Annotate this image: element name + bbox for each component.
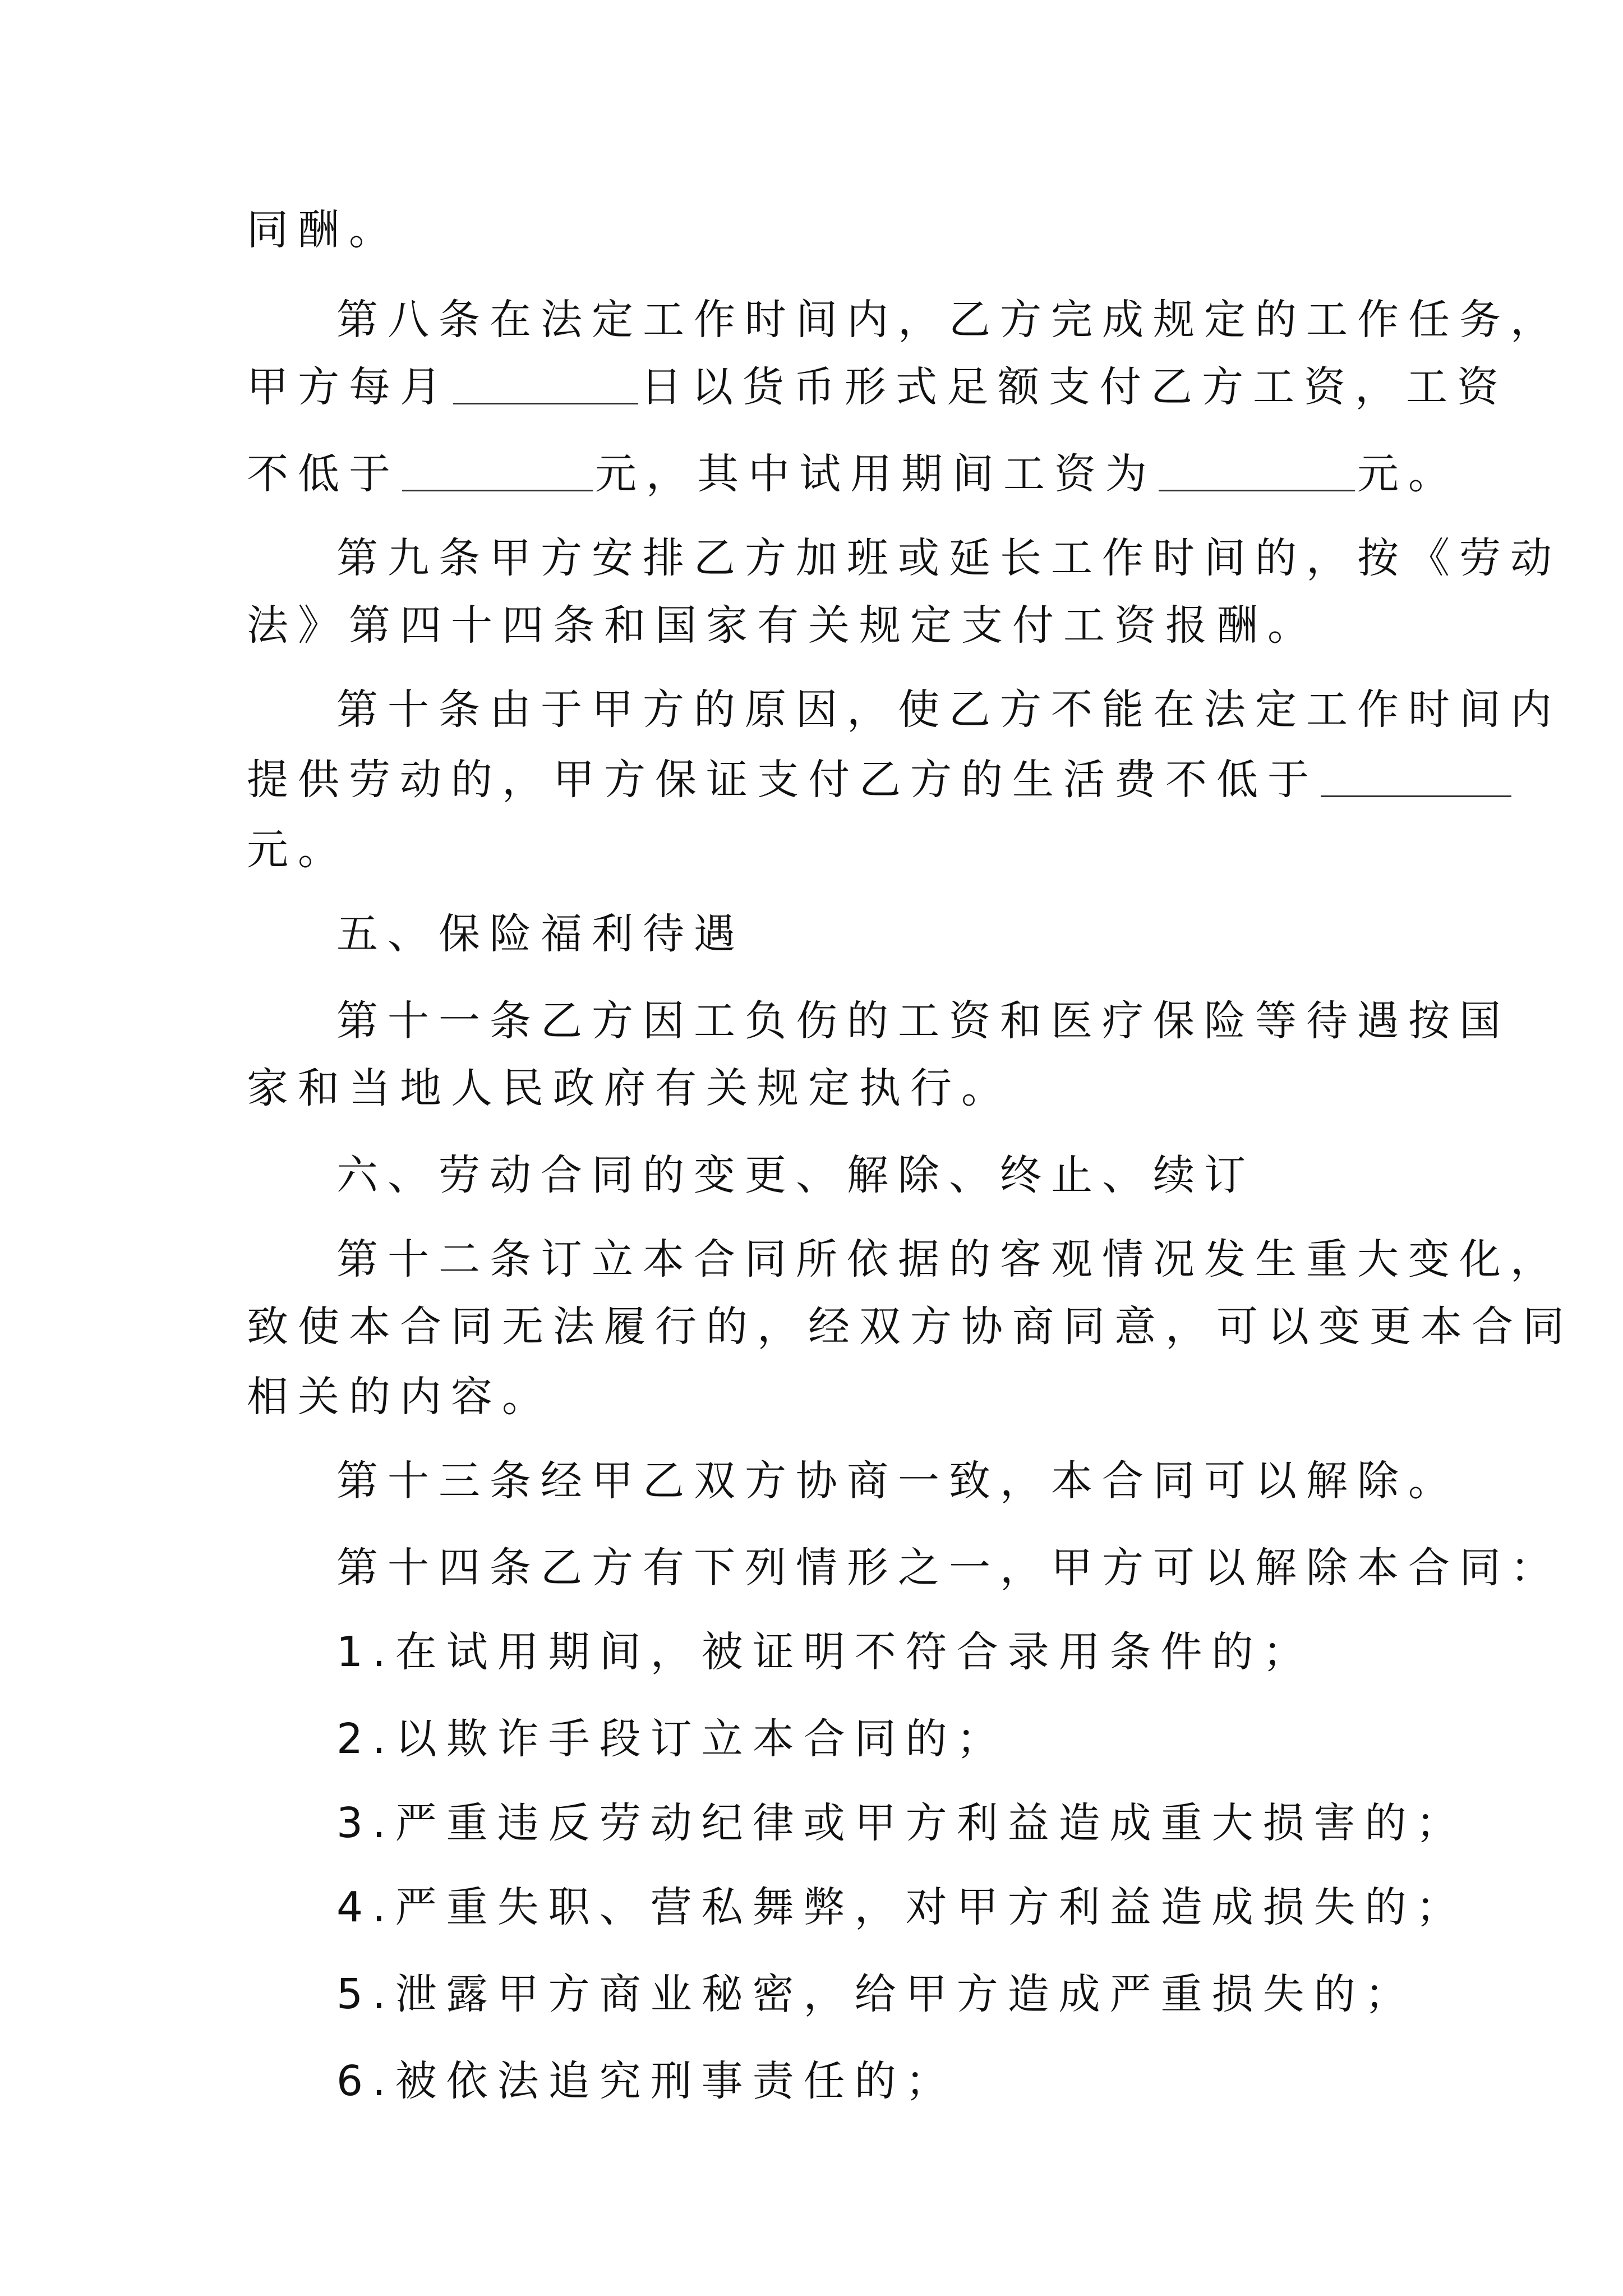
text-segment: 六、劳动合同的变更、解除、终止、续订 xyxy=(336,1151,1255,1199)
article-11-line xyxy=(336,990,1510,1052)
text-segment: 日以货币形式足额支付乙方工资，工资 xyxy=(640,363,1508,411)
text-segment: 家和当地人民政府有关规定执行。 xyxy=(247,1064,1012,1112)
text-segment: 不低于 xyxy=(247,450,400,498)
list-item xyxy=(336,1876,1467,1938)
text-segment: 提供劳动的，甲方保证支付乙方的生活费不低于 xyxy=(247,756,1318,804)
list-item xyxy=(336,1792,1467,1854)
text-line xyxy=(247,1296,1574,1358)
text-segment: 致使本合同无法履行的，经双方协商同意，可以变更本合同 xyxy=(247,1303,1574,1351)
text-segment: 甲方每月 xyxy=(247,363,451,411)
text-segment: 法》第四十四条和国家有关规定支付工资报酬。 xyxy=(247,601,1318,650)
article-13-line xyxy=(336,1450,1459,1512)
text-line xyxy=(247,1366,553,1428)
article-14-line xyxy=(336,1537,1561,1599)
probation-salary-blank xyxy=(1159,448,1355,491)
text-line xyxy=(247,1057,1012,1119)
list-item xyxy=(336,2050,957,2112)
living-allowance-blank xyxy=(1321,754,1511,797)
text-segment: 同酬。 xyxy=(247,206,400,254)
text-segment: 第九条甲方安排乙方加班或延长工作时间的，按《劳动 xyxy=(336,534,1561,582)
list-item xyxy=(336,1621,1314,1683)
article-9-line xyxy=(336,527,1561,589)
text-line xyxy=(247,749,1514,811)
text-segment: 1.在试用期间，被证明不符合录用条件的； xyxy=(336,1628,1314,1676)
text-segment: 4.严重失职、营私舞弊，对甲方利益造成损失的； xyxy=(336,1883,1467,1931)
text-segment: 相关的内容。 xyxy=(247,1373,553,1421)
text-segment: 五、保险福利待遇 xyxy=(336,910,745,958)
text-segment: 2.以欺诈手段订立本合同的； xyxy=(336,1715,1008,1763)
article-12-line xyxy=(336,1228,1561,1290)
section-heading-6 xyxy=(336,1144,1255,1206)
text-segment: 3.严重违反劳动纪律或甲方利益造成重大损害的； xyxy=(336,1799,1467,1847)
article-10-line xyxy=(336,679,1561,740)
text-segment: 第十四条乙方有下列情形之一，甲方可以解除本合同： xyxy=(336,1544,1561,1592)
list-item xyxy=(336,1708,1008,1770)
text-segment: 元。 xyxy=(247,826,349,874)
text-segment: 元。 xyxy=(1357,450,1459,498)
list-item xyxy=(336,1963,1416,2025)
text-segment: 第十条由于甲方的原因，使乙方不能在法定工作时间内 xyxy=(336,685,1561,734)
text-segment: 第十二条订立本合同所依据的客观情况发生重大变化， xyxy=(336,1235,1561,1283)
text-line xyxy=(247,356,1508,418)
text-segment: 第八条在法定工作时间内，乙方完成规定的工作任务， xyxy=(336,296,1561,344)
article-8-line xyxy=(336,289,1561,351)
text-line xyxy=(247,819,349,881)
text-segment: 元，其中试用期间工资为 xyxy=(595,450,1156,498)
text-segment: 第十一条乙方因工负伤的工资和医疗保险等待遇按国 xyxy=(336,997,1510,1045)
text-line xyxy=(247,199,400,261)
text-line xyxy=(247,443,1459,505)
text-segment: 6.被依法追究刑事责任的； xyxy=(336,2057,957,2105)
text-segment: 5.泄露甲方商业秘密，给甲方造成严重损失的； xyxy=(336,1970,1416,2018)
text-segment: 第十三条经甲乙双方协商一致，本合同可以解除。 xyxy=(336,1457,1459,1505)
salary-blank xyxy=(402,448,593,491)
pay-day-blank xyxy=(453,361,638,404)
section-heading-5 xyxy=(336,903,745,965)
text-line xyxy=(247,595,1318,656)
